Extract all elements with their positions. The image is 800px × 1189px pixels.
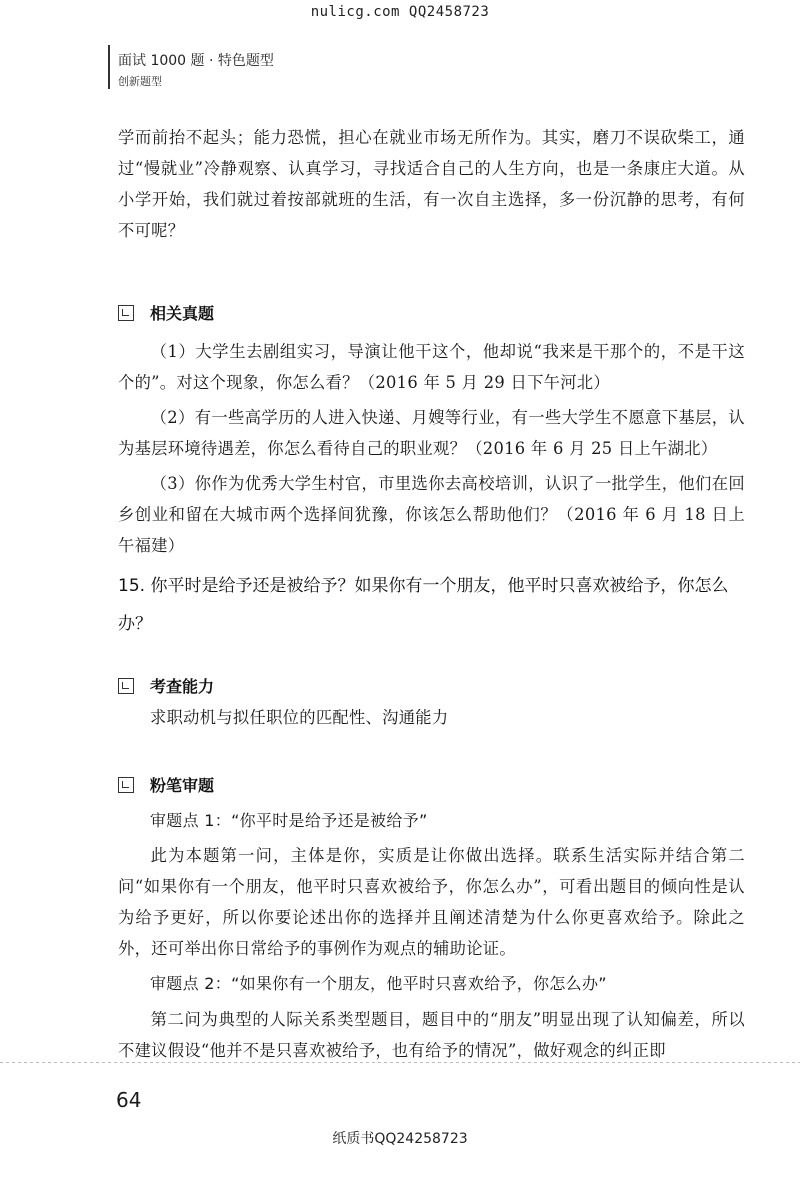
ability-heading	[118, 674, 214, 697]
review-point-1-label: 审题点 1：“你平时是给予还是被给予”	[150, 811, 428, 830]
related-item-3: （3）你作为优秀大学生村官，市里选你去高校培训，认识了一批学生，他们在回乡创业和留在大城市两个选择间犹豫，你该怎么帮助他们？（2016 年 6 月 18 日上午福建）	[118, 474, 745, 555]
watermark-bottom: 纸质书QQ24258723	[332, 1131, 468, 1147]
running-header-title: 面试 1000 题 · 特色题型	[118, 53, 274, 69]
review-point-2-label: 审题点 2：“如果你有一个朋友，他平时只喜欢给予，你怎么办”	[150, 974, 607, 993]
question-15: 15. 你平时是给予还是被给予？如果你有一个朋友，他平时只喜欢被给予，你怎么办？	[118, 576, 729, 634]
related-item-2: （2）有一些高学历的人进入快递、月嫂等行业，有一些大学生不愿意下基层，认为基层环境待遇差，你怎么看待自己的职业观？（2016 年 6 月 25 日上午湖北）	[118, 408, 745, 458]
scan-edge-line	[0, 1062, 800, 1063]
related-heading-text: 相关真题	[150, 304, 215, 323]
pen-icon	[118, 777, 134, 793]
page-number: 64	[116, 1088, 142, 1112]
related-item-1: （1）大学生去剧组实习，导演让他干这个，他却说“我来是干那个的，不是干这个的”。对这个现象，你怎么看？（2016 年 5 月 29 日下午河北）	[118, 342, 745, 392]
review-point-2-text: 第二问为典型的人际关系类型题目，题目中的“朋友”明显出现了认知偏差，所以不建议假设“他并不是只喜欢被给予，也有给予的情况”，做好观念的纠正即	[118, 1010, 745, 1060]
ability-heading-text: 考查能力	[150, 677, 215, 696]
running-header-subtitle: 创新题型	[118, 75, 162, 88]
checkbox-icon	[118, 678, 134, 694]
watermark-top: nulicg.com QQ2458723	[310, 4, 490, 20]
review-point-1-text: 此为本题第一问，主体是你，实质是让你做出选择。联系生活实际并结合第二问“如果你有一个朋友，他平时只喜欢被给予，你怎么办”，可看出题目的倾向性是认为给予更好，所以你要论述出你的选择并且阐述清楚为什么你更喜欢给予。除此之外，还可举出你日常给予的事例作为观点的辅助论证。	[118, 846, 745, 958]
book-icon	[118, 305, 134, 321]
related-questions-heading	[118, 301, 214, 324]
header-divider	[108, 45, 110, 89]
intro-paragraph: 学而前抬不起头；能力恐慌，担心在就业市场无所作为。其实，磨刀不误砍柴工，通过“慢就业”冷静观察、认真学习，寻找适合自己的人生方向，也是一条康庄大道。从小学开始，我们就过着按部就班的生活，有一次自主选择，多一份沉静的思考，有何不可呢？	[118, 128, 745, 240]
review-heading	[118, 773, 214, 796]
review-heading-text: 粉笔审题	[150, 776, 215, 795]
ability-text: 求职动机与拟任职位的匹配性、沟通能力	[150, 708, 449, 727]
